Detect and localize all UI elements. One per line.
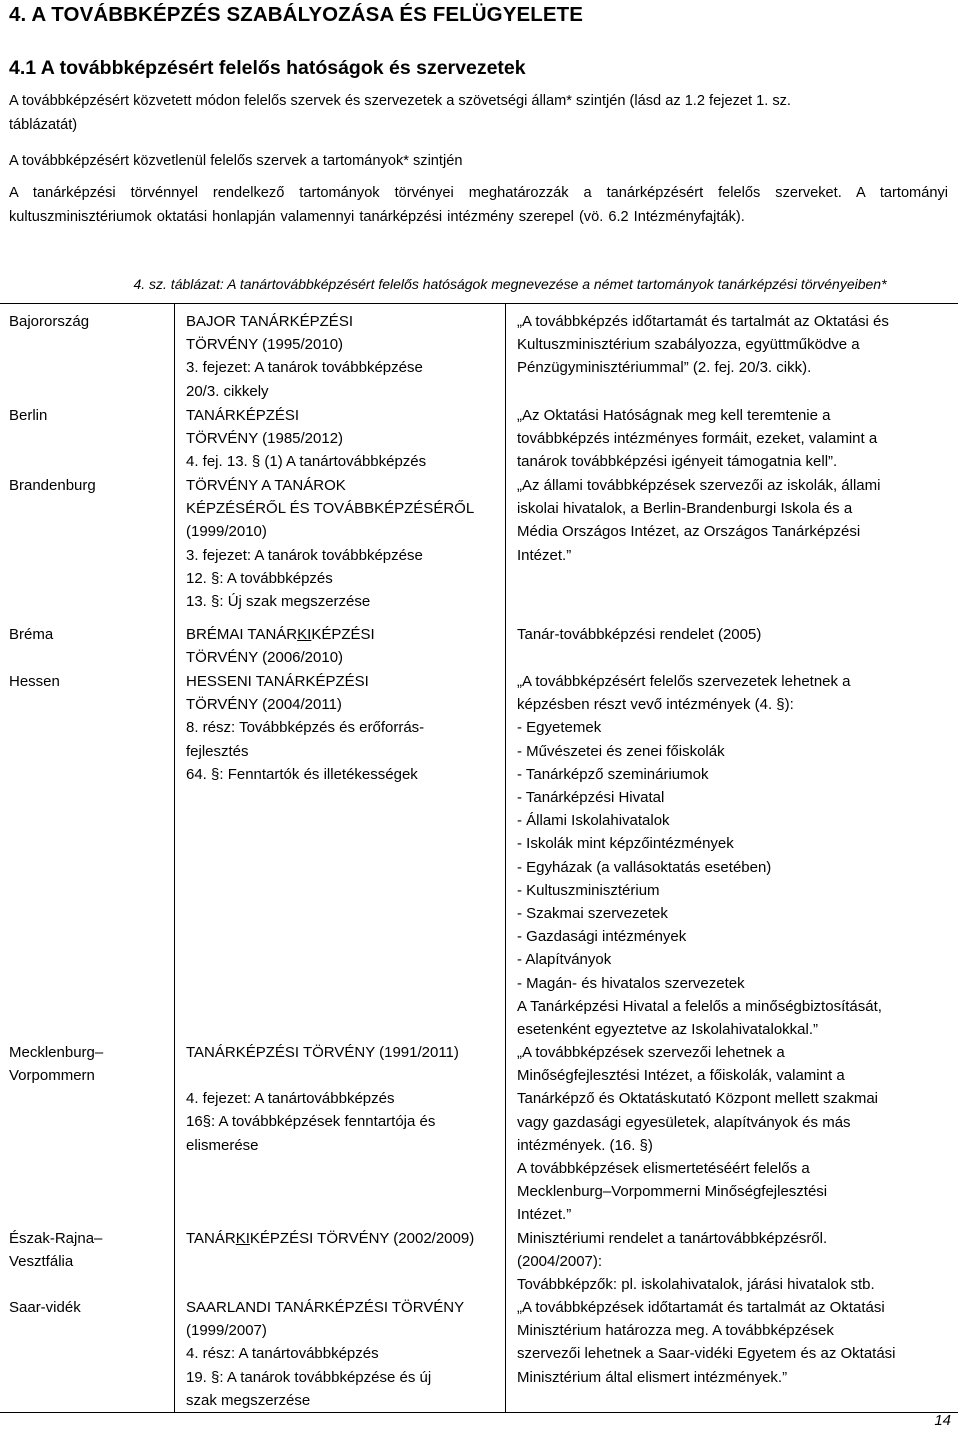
cell-line: HESSENI TANÁRKÉPZÉSI [186,673,369,690]
responsible-cell [505,304,958,398]
cell-line: - Tanárképzési Hivatal [517,789,665,807]
cell-line: TÖRVÉNY (1995/2010) [186,336,344,354]
cell-line: Vorpommern [9,1067,95,1085]
cell-line: - Alapítványok [517,951,612,969]
cell-line: fejlesztés [186,742,249,760]
cell-line: (2004/2007): [517,1253,603,1271]
cell-line: 12. §: A továbbképzés [186,569,333,587]
law-cell [174,304,504,398]
table-row [0,1290,958,1412]
paragraph-laws: A tanárképzési törvénnyel rendelkező tartományok törvényei meghatározzák a tanárképzésért felelős szerveket. A tartományi kultuszminisztériumok oktatási honlapján valamennyi tanárképzési intézmény szerepel (vö. 6.2 Intézményfajták). [9,185,948,225]
page-number: 14 [934,1412,951,1429]
responsibility-table [0,303,958,1413]
cell-line: BRÉMAI TANÁRKIKÉPZÉSI [186,626,375,643]
blank-line [186,1064,504,1087]
state-cell [0,1035,173,1221]
cell-line: Bajorország [9,313,90,330]
cell-line: (1999/2007) [186,1322,267,1340]
cell-line: Észak-Rajna– [9,1230,103,1247]
state-cell [0,1290,173,1412]
cell-line: TÖRVÉNY (1985/2012) [186,430,344,448]
table-row [0,1035,958,1224]
cell-line: 4. fej. 13. § (1) A tanártovábbképzés [186,453,427,471]
cell-line: TANÁRKIKÉPZÉSI TÖRVÉNY (2002/2009) [186,1230,475,1247]
table-row [0,617,958,667]
cell-line: 19. §: A tanárok továbbképzése és új [186,1368,432,1386]
cell-line: Tanárképző és Oktatáskutató Központ mellett szakmai [517,1090,879,1108]
cell-line: TANÁRKÉPZÉSI [186,407,300,424]
cell-line: 4. fejezet: A tanártovábbképzés [186,1090,395,1108]
cell-line: Mecklenburg–Vorpommerni Minőségfejlesztési [517,1183,828,1201]
table-caption-number: 4. sz. táblázat: [133,276,224,292]
paragraph-indirect [9,89,948,137]
cell-line: 20/3. cikkely [186,382,269,400]
responsible-cell [505,664,958,1039]
table-caption [0,276,960,292]
cell-line: Hessen [9,673,60,690]
cell-line: „Az állami továbbképzések szervezői az iskolák, állami [517,477,881,494]
cell-line: - Kultuszminisztérium [517,881,660,899]
cell-line: 4. rész: A tanártovábbképzés [186,1345,379,1363]
cell-line: - Művészetei és zenei főiskolák [517,742,725,760]
table-caption-text: A tanártovábbképzésért felelős hatóságok megnevezése a német tartományok tanárképzési törvényeiben* [227,276,887,292]
cell-line: Minisztérium által elismert intézmények.” [517,1368,788,1386]
responsible-cell [505,1290,958,1412]
cell-line: „A továbbképzések szervezői lehetnek a [517,1044,785,1061]
cell-line: 13. §: Új szak megszerzése [186,593,371,611]
paragraph-line: táblázatát) [9,117,78,133]
table-row [0,1221,958,1294]
cell-line: továbbképzés intézményes formáit, ezeket, valamint a [517,430,878,448]
cell-line: Brandenburg [9,477,96,494]
underlined-fragment: KI [297,626,312,643]
cell-line: Továbbképzők: pl. iskolahivatalok, járási hivatalok stb. [517,1276,875,1294]
cell-line: KÉPZÉSÉRŐL ÉS TOVÁBBKÉPZÉSÉRŐL [186,500,475,518]
cell-line: elismerése [186,1136,259,1154]
cell-line: A továbbképzések elismertetéséért felelős a [517,1160,810,1178]
cell-line: szervezői lehetnek a Saar-vidéki Egyetem és az Oktatási [517,1345,896,1363]
cell-line: Vesztfália [9,1253,74,1271]
paragraph-direct: A továbbképzésért közvetlenül felelős szervek a tartományok* szintjén [9,153,463,169]
table-row [0,304,958,398]
cell-line: TÖRVÉNY (2006/2010) [186,649,344,667]
state-cell [0,664,173,1035]
table-row [0,398,958,471]
cell-line: BAJOR TANÁRKÉPZÉSI [186,313,353,330]
paragraph-line: A továbbképzésért közvetett módon felelős szervek és szervezetek a szövetségi állam* szintjén (lásd az 1.2 fejezet 1. sz. [9,93,791,109]
cell-line: Saar-vidék [9,1299,81,1316]
cell-line: - Egyházak (a vallásoktatás esetében) [517,858,772,876]
cell-line: Mecklenburg– [9,1044,104,1061]
state-cell [0,1221,173,1290]
law-cell [174,664,504,1035]
cell-line: intézmények. (16. §) [517,1136,653,1154]
law-cell [174,468,504,617]
cell-line: 3. fejezet: A tanárok továbbképzése [186,359,423,377]
cell-line: Pénzügyminisztériummal” (2. fej. 20/3. cikk). [517,359,812,377]
law-cell [174,1035,504,1221]
cell-line: - Magán- és hivatalos szervezetek [517,974,745,992]
cell-line: tanárok továbbképzési igényeit támogatnia kell”. [517,453,838,471]
cell-line: 16§: A továbbképzések fenntartója és [186,1113,436,1131]
cell-line: 3. fejezet: A tanárok továbbképzése [186,546,423,564]
cell-line: Intézet.” [517,1206,572,1224]
underlined-fragment: KI [235,1230,250,1247]
cell-line: TÖRVÉNY A TANÁROK [186,477,346,494]
cell-line: 8. rész: Továbbképzés és erőforrás- [186,719,425,737]
cell-line: 64. §: Fenntartók és illetékességek [186,765,418,783]
cell-line: „Az Oktatási Hatóságnak meg kell teremtenie a [517,407,831,424]
responsible-cell [505,617,958,664]
cell-line: A Tanárképzési Hivatal a felelős a minőségbiztosítását, [517,997,882,1015]
cell-line: Tanár-továbbképzési rendelet (2005) [517,626,762,643]
cell-line: szak megszerzése [186,1391,311,1409]
cell-line: képzésben részt vevő intézmények (4. §): [517,696,794,714]
chapter-heading: 4. A TOVÁBBKÉPZÉS SZABÁLYOZÁSA ÉS FELÜGYELETE [9,3,584,26]
state-cell [0,304,173,398]
table-row [0,664,958,1039]
state-cell [0,398,173,468]
cell-line: Média Országos Intézet, az Országos Tanárképzési [517,523,861,541]
cell-line: - Szakmai szervezetek [517,905,668,923]
cell-line: „A továbbképzések időtartamát és tartalmát az Oktatási [517,1299,885,1316]
cell-line: (1999/2010) [186,523,267,541]
cell-line: - Gazdasági intézmények [517,928,687,946]
state-cell [0,617,173,664]
cell-line: „A továbbképzésért felelős szervezetek lehetnek a [517,673,851,690]
cell-line: - Állami Iskolahivatalok [517,812,670,830]
cell-line: „A továbbképzés időtartamát és tartalmát az Oktatási és [517,313,889,330]
cell-line: TÖRVÉNY (2004/2011) [186,696,342,714]
law-cell [174,617,504,667]
cell-line: - Egyetemek [517,719,602,737]
responsible-cell [505,398,958,471]
responsible-cell [505,1035,958,1224]
law-cell [174,1221,504,1290]
cell-line: - Tanárképző szemináriumok [517,765,709,783]
cell-line: Minisztérium határozza meg. A továbbképzések [517,1322,834,1340]
law-cell [174,398,504,471]
law-cell [174,1290,504,1412]
cell-line: Intézet.” [517,546,572,564]
state-cell [0,468,173,617]
cell-line: Kultuszminisztérium szabályozza, együttműködve a [517,336,860,354]
cell-line: Minisztériumi rendelet a tanártovábbképzésről. [517,1230,828,1247]
cell-line: esetenként egyeztetve az Iskolahivatalokkal.” [517,1021,819,1039]
responsible-cell [505,1221,958,1294]
cell-line: Berlin [9,407,48,424]
cell-line: vagy gazdasági egyesületek, alapítványok és más [517,1113,851,1131]
cell-line: SAARLANDI TANÁRKÉPZÉSI TÖRVÉNY [186,1299,465,1316]
section-heading: 4.1 A továbbképzésért felelős hatóságok és szervezetek [9,57,526,79]
cell-line: - Iskolák mint képzőintézmények [517,835,734,853]
cell-line: TANÁRKÉPZÉSI TÖRVÉNY (1991/2011) [186,1044,459,1061]
cell-line: Minőségfejlesztési Intézet, a főiskolák, valamint a [517,1067,845,1085]
responsible-cell [505,468,958,617]
table-row [0,468,958,617]
cell-line: iskolai hivatalok, a Berlin-Brandenburgi Iskola és a [517,500,853,518]
cell-line: Bréma [9,626,54,643]
